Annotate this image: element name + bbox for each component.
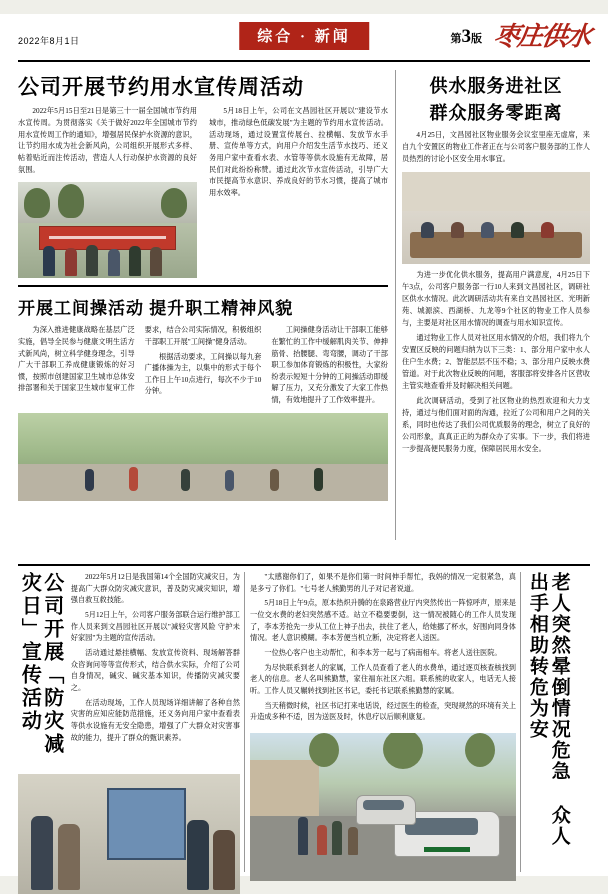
- paragraph: 通过物业工作人员对社区用水情况的介绍，我们将九个安置区反映的问题归纳为以下三类：1、部分用户家中水人住户生水费；2、智能层层不压不稳；3、部分用户反映水费管道。对于此次物业反映的问题，客服部将安排各片区营收主管实地查看并及时解决相关问题。: [402, 334, 590, 390]
- bottom-mid-article: [250, 572, 516, 881]
- left-column: [18, 70, 388, 507]
- bottom-divider-1: [244, 572, 245, 872]
- right-article-body: [402, 130, 590, 455]
- paragraph: 活动通过悬挂横幅、发放宣传资料、现场解答群众咨询问等等宣传形式，结合供水实际，介绍了公司自身情况，碱灾、碱灾基本知识，传播防灾减灾要之。: [70, 648, 240, 692]
- paragraph: 根据活动要求，工间操以每九套广播体操为主，以集中的形式于每个工作日上午10点进行，每次不少于10分钟。: [144, 352, 262, 396]
- street-rescue-photo: [250, 733, 516, 881]
- exercise-article-body: [18, 325, 388, 407]
- page-label-suffix: 版: [471, 33, 482, 45]
- bottom-divider-2: [520, 572, 521, 872]
- issue-date: 2022年8月1日: [18, 36, 80, 46]
- section-divider: [18, 285, 388, 287]
- bottom-divider: [18, 564, 590, 566]
- right-headline-line2: 群众服务零距离: [429, 103, 563, 124]
- paragraph: 在活动现场，工作人员现场详细讲解了各种自然灾害的应知应能防范措施，还义务向用户家中查看表等供水设施有无安全隐患，增强了广大群众对灾害事故的能力，提升了群众的甄识素养。: [70, 698, 240, 742]
- paragraph: 2022年5月12日是我国第14个全国防灾减灾日，为提高广大群众防灾减灾意识，普及防灾减灾知识，增强自救互救技能。: [70, 573, 240, 605]
- bottom-right-vertical-title: 老人突然晕倒情况危急 众人出手相助转危为安: [526, 572, 570, 847]
- page-body: [18, 70, 590, 860]
- right-column: [402, 70, 590, 459]
- bottom-left-article: [18, 572, 240, 894]
- paper-logo: 枣庄供水: [491, 22, 592, 51]
- workplace-exercise-photo: [18, 413, 388, 501]
- community-meeting-photo: [402, 172, 590, 264]
- paragraph: 为进一步优化供水服务，提高用户满意度，4月25日下午3点，公司客户服务部一行10人来到文昌园社区，调研社区供水水情况。此次调研活动共有来自文昌园社区、光明新苑、城源滨、西湖桥、九龙等9个社区的物业工作人员参与，主要是对社区用水情况的调查与用水知识宣传。: [402, 271, 590, 328]
- paragraph: 2022年5月15日至21日是第三十一届全国城市节约用水宣传周。为贯彻落实《关于做好2022年全国城市节约用水宣传周工作的通知》，增强居民保护水资源的意识，让节约用水成为社会新风尚，公司组织开展形式多样、帖着贴近而注传活动，营造人人行动保护水资源的良好氛围。: [18, 107, 197, 174]
- paragraph: 当天稍微时候，社区书记打来电话说，经过医生的检查，突现规然的环境有关上升造成多种不适，因为送医及时，休息疗以后顺利康复。: [250, 701, 516, 722]
- newspaper-page: [0, 14, 608, 876]
- disaster-prevention-photo: [18, 774, 240, 894]
- page-number: [451, 26, 483, 48]
- bottom-section: [18, 564, 590, 872]
- main-article-body: [18, 106, 388, 278]
- bottom-left-vertical-title: 公司开展「防灾减灾日」宣传活动: [18, 572, 63, 756]
- banner-publicity-photo: [18, 182, 197, 278]
- lead-quote: "太感谢你们了，如果不是你们第一时间伸手帮忙，我妈的情况一定很紧急，真是多亏了你们。"七号老人熊勤男的儿子对记者说道。: [250, 573, 516, 593]
- paragraph: 此次调研活动，受到了社区物业的热烈欢迎和大力支持，通过与他们面对面的沟通，拉近了公司和用户之间的关系，同时也传达了我们公司优质服务的理念，树立了良好的公司形象，真真正正的为群众办了实事。下一步，我们将进一步提高便民服务力度，保障居民用水安全。: [402, 396, 590, 453]
- paragraph: 一位热心客户也主动帮忙，和李本芳一起与了病南相车。将老人送往医院。: [264, 648, 502, 657]
- column-divider: [395, 70, 396, 540]
- paragraph: 5月12日上午，公司客户服务部联合运行维护部工作人员来到文昌园社区开展以"减轻灾害风险 守护未好家园"为主题的宣传活动。: [70, 610, 240, 643]
- bottom-right-title-block: [526, 572, 590, 858]
- page-label-prefix: 第: [450, 33, 462, 45]
- paragraph: 4月25日，文昌园社区物业服务会议室里座无虚席，来自九个安置区的物业工作者正在与公司客户服务部的工作人员热烈的讨论小区安全用水事宜。: [402, 131, 590, 164]
- main-headline: 公司开展节约用水宣传周活动: [18, 75, 304, 99]
- right-headline-line1: 供水服务进社区: [429, 76, 563, 96]
- paragraph: 工间操健身活动让干部职工能够在繁忙的工作中缓解肌肉关节、伸抻筋骨、抬腰腿、弯弯腰，调动了干部职工参加体育锻炼的积极性，大家纷纷表示短短十分钟的工间操活动即缓解了压力，又充分激发了大家工作热情，有效地提升了工作效率提升。: [271, 326, 388, 405]
- paragraph: 5月18日上午，公司在文昌园社区开展以"建设节水城市，推动绿色低碳发展"为主题的节约用水宣传活动。活动现场，通过设置宣传展台、拉横幅、发放节水手册、宣传单等方式，向用户介绍发生活节水技巧、还义务用户家中查看水表、水管等等供水设施有无故障，居民们对此纷纷称赞。通过此次节水宣传活动，引导广大市民提高节水意识、养成良好的节水习惯，提高了城市用水效率。: [209, 107, 388, 197]
- exercise-headline: 开展工间操活动 提升职工精神风貌: [18, 299, 294, 319]
- paragraph: 为深入推进健康战略在基层广泛实施，倡导全民参与健康文明生活方式新风尚，树立科学健身理念，引导广大干部职工养成健康锻炼的好习惯，按照市创建国家卫生城市总体安排部署和关于国家卫生城市复审工作要求，结合公司实际情况，积极组织干部职工开展"工间操"健身活动。: [18, 326, 262, 393]
- paragraph: 为尽快联系到老人的家属，工作人员查看了老人的水费单，通过逐页核查核找到老人的信息。老人名叫熊勤慧，家住福东社区六组。联系熊的收家人，电话无人接听。工作人员又辗转找到社区书记，委托书记联系熊勤慧的家属。: [250, 663, 516, 695]
- page-number-value: 3: [461, 26, 471, 47]
- paragraph: 5月18日上午9点，原本热炽升腾的在泉路营业厅内突然传出一阵惊呼声，原来是一位交水费的老妇突然感不适。站立不稳要要倒，这一情况被随心的工作人员发现了，李本芳抢先一步从工位上神子出去，扶住了老人，给她挪了杯水，好围向同身体情况。老人意识模糊。李本芳便当机立断，决定将老人送医。: [250, 599, 516, 643]
- masthead: [18, 14, 590, 62]
- section-banner: 综合 · 新闻: [239, 22, 369, 50]
